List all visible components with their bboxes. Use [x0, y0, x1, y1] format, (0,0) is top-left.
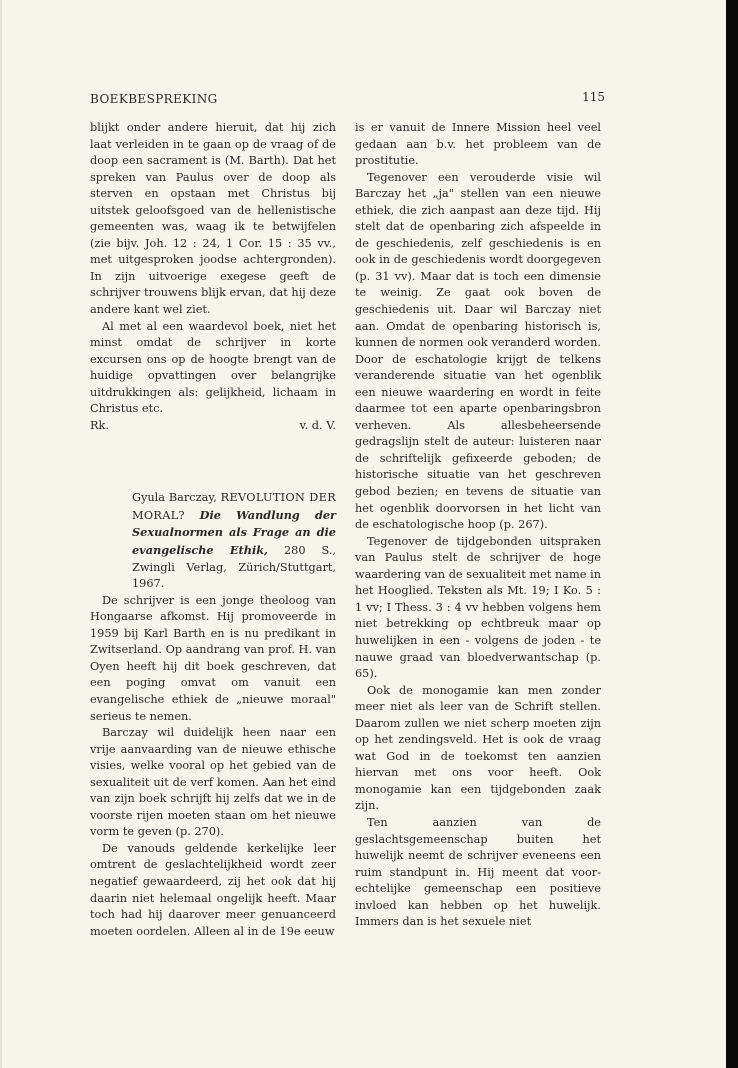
paragraph: Ook de monogamie kan men zonder meer niet als leer van de Schrift stellen. Daarom zullen we niet scherp moeten zijn op het zendingsveld. Het is ook de vraag wat God in de toekomst ten aanzien hiervan met ons voor heeft. Ook monogamie kan een tijdgebonden zaak zijn.: [355, 683, 601, 813]
page-number: 115: [582, 90, 605, 104]
paragraph: is er vanuit de Innere Mission heel veel gedaan aan b.v. het probleem van de prostitutie.: [355, 121, 601, 168]
reviewer-signature: [90, 418, 336, 435]
signature-initials: Rk.: [90, 418, 109, 432]
paragraph: Ten aanzien van de geslachtsgemeenschap buiten het huwelijk neemt de schrijver eveneens een ruim standpunt in. Hij meent dat voor-echtelijke gemeenschap een positieve invloed kan hebben op het huwelijk. Immers dan is het sexuele niet: [355, 815, 601, 929]
left-column: [90, 120, 336, 940]
signature-name: v. d. V.: [299, 418, 336, 432]
book-publication-details: 280 S., Zwingli Verlag, Zürich/Stuttgart, 1967.: [132, 544, 337, 591]
book-reference: [90, 490, 336, 592]
paragraph: Tegenover de tijdgebonden uitspraken van Paulus stelt de schrijver de hoge waardering van de sexualiteit met name in het Hooglied. Teksten als Mt. 19; I Ko. 5 : 1 vv; I Thess. 3 : 4 vv hebben volgens hem niet betrekking op echtbreuk maar op huwelijken in een - volgens de joden - te nauwe graad van bloedverwantschap (p. 65).: [355, 534, 601, 681]
right-column: [355, 120, 601, 931]
paragraph: blijkt onder andere hieruit, dat hij zich laat verleiden in te gaan op de vraag of de doop een sacrament is (M. Barth). Dat het spreken van Paulus over de doop als sterven en opstaan met Christus bij uitstek geloofsgoed van de hellenistische gemeenten was, waag ik te betwijfelen (zie bijv. Joh. 12 : 24, 1 Cor. 15 : 35 vv., met uitgesproken joodse achtergronden). In zijn uitvoerige exegese geeft de schrijver trouwens blijk ervan, dat hij deze andere kant wel ziet.: [90, 121, 336, 317]
book-author: Gyula Barczay,: [132, 491, 217, 505]
paragraph: De vanouds geldende kerkelijke leer omtrent de geslachtelijkheid wordt zeer negatief gewaardeerd, zij het ook dat hij daarin niet helemaal ongelijk heeft. Maar toch had hij daarover meer genuanceerd moeten oordelen. Alleen al in de 19e eeuw: [90, 841, 336, 938]
paragraph: Barczay wil duidelijk heen naar een vrije aanvaarding van de nieuwe ethische visies, welke vooral op het gebied van de sexualiteit uit de verf komen. Aan het eind van zijn boek schrijft hij zelfs dat we in de voorste rijen moeten staan om het nieuwe vorm te geven (p. 270).: [90, 726, 336, 839]
scan-edge-left: [0, 0, 2, 1068]
book-subtitle: Die Wandlung der Sexualnormen als Frage an die evangelische Ethik,: [132, 507, 336, 558]
paragraph: De schrijver is een jonge theoloog van Hongaarse afkomst. Hij promoveerde in 1959 bij Karl Barth en is nu predikant in Zwitserland. Op aandrang van prof. H. van Oyen heeft hij dit boek geschreven, dat een poging omvat om vanuit een evangelische ethiek de „nieuwe moraal" serieus te nemen.: [90, 593, 336, 723]
paragraph: Al met al een waardevol boek, niet het minst omdat de schrijver in korte excursen ons op de hoogte brengt van de huidige opvattingen over belangrijke uitdrukkingen als: gelijkheid, lichaam in Christus etc.: [90, 319, 336, 416]
paragraph: Tegenover een verouderde visie wil Barczay het „ja" stellen van een nieuwe ethiek, die zich aanpast aan deze tijd. Hij stelt dat de openbaring zich afspeelde in de geschiedenis, zelf geschiedenis is en ook in de geschiedenis wordt doorgegeven (p. 31 vv). Maar dat is toch een dimensie te weinig. Ze gaat ook boven de geschiedenis uit. Daar wil Barczay niet aan. Omdat de openbaring historisch is, kunnen de normen ook veranderd worden. Door de eschatologie krijgt de telkens veranderende situatie van het ogenblik een nieuwe waardering en wordt in feite daarmee tot een aparte openbaringsbron verheven. Als allesbeheersende gedragslijn stelt de auteur: luisteren naar de schriftelijk gefixeerde geboden; de historische situatie van het geschreven gebod bezien; en tevens de situatie van het ogenblik doorvorsen in het licht van de eschatologische hoop (p. 267).: [355, 170, 601, 532]
book-title: REVOLUTION DER MORAL?: [132, 491, 337, 522]
scan-edge-right: [726, 0, 738, 1068]
running-head: BOEKBESPREKING: [90, 92, 218, 106]
